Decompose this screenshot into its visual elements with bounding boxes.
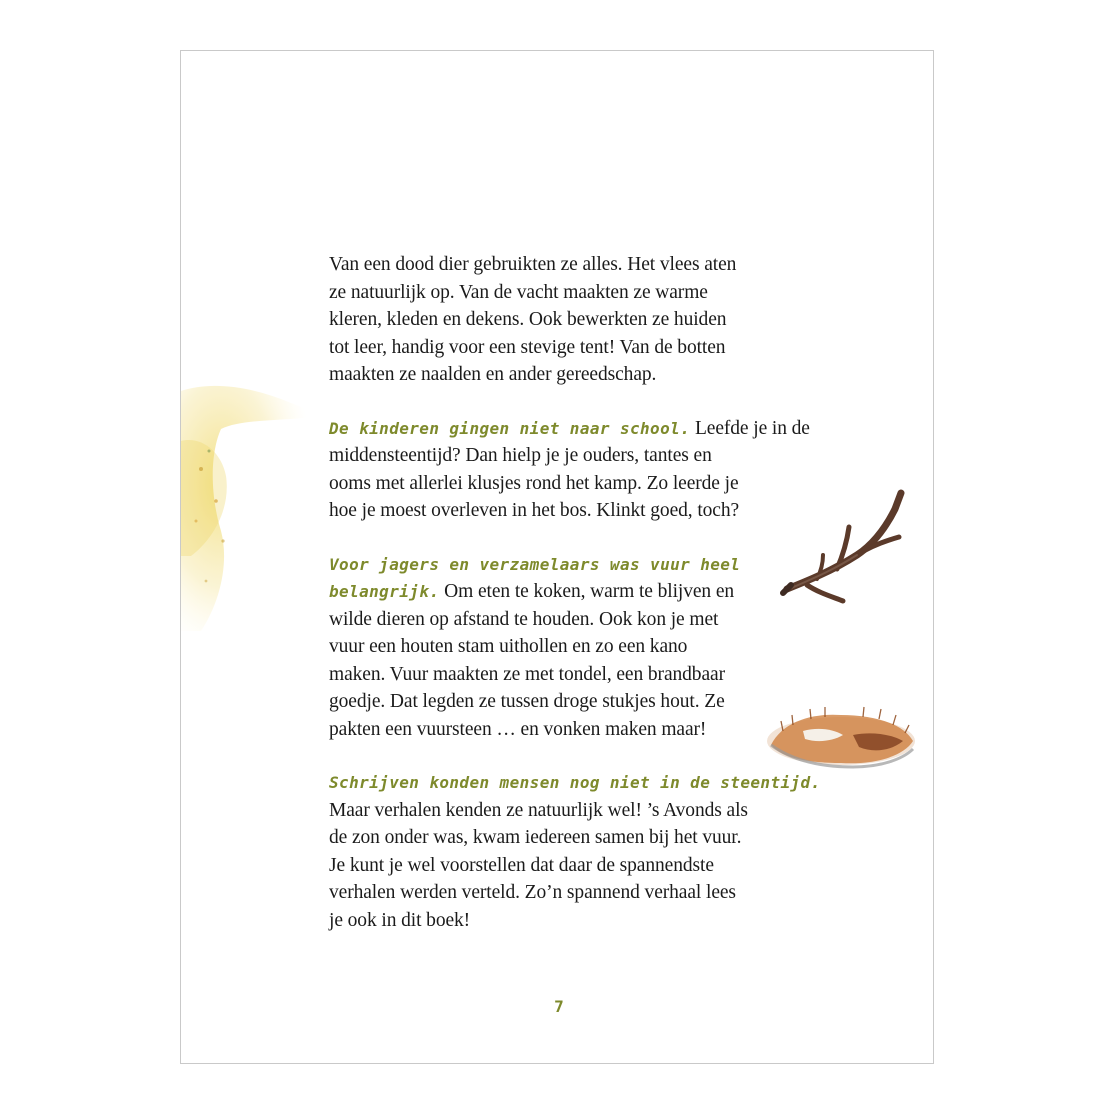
text-line: de zon onder was, kwam iedereen samen bij het vuur.: [329, 827, 742, 848]
paragraph-heading-continued: belangrijk.: [329, 582, 440, 601]
text-fragment: Om eten te koken, warm te blijven en: [439, 581, 735, 602]
text-line: tot leer, handig voor een stevige tent! Van de botten: [329, 336, 726, 358]
text-line: [329, 578, 789, 606]
text-line: wilde dieren op afstand te houden. Ook kon je met: [329, 608, 719, 630]
paragraph-2: [329, 415, 810, 525]
text-line: [329, 769, 821, 797]
text-line: Je kunt je wel voorstellen dat daar de spannendste: [329, 854, 714, 876]
text-line: ze natuurlijk op. Van de vacht maakten ze warme: [329, 281, 708, 303]
text-line: goedje. Dat legden ze tussen droge stukjes hout. Ze: [329, 691, 725, 712]
tinder-fungus-illustration: [763, 701, 918, 776]
text-line: hoe je moest overleven in het bos. Klinkt goed, toch?: [329, 500, 740, 521]
text-fragment: Leefde je in de: [690, 417, 810, 439]
text-line: kleren, kleden en dekens. Ook bewerkten ze huiden: [329, 309, 727, 330]
paragraph-heading: Schrijven konden mensen nog niet in de steentijd.: [329, 773, 821, 792]
watercolor-splash-illustration: [181, 381, 321, 631]
text-line: Van een dood dier gebruikten ze alles. Het vlees aten: [329, 254, 737, 275]
text-line: [329, 415, 810, 443]
paragraph-heading: De kinderen gingen niet naar school.: [329, 418, 691, 438]
text-line: [329, 551, 789, 579]
antler-illustration: [777, 489, 912, 614]
paragraph-4: [329, 769, 821, 934]
text-line: maakten ze naalden en ander gereedschap.: [329, 364, 657, 385]
paragraph-3: [329, 551, 789, 744]
text-line: vuur een houten stam uithollen en zo een kano: [329, 636, 688, 657]
text-line: verhalen werden verteld. Zo’n spannend verhaal lees: [329, 882, 736, 903]
text-line: middensteentijd? Dan hielp je je ouders, tantes en: [329, 445, 712, 466]
text-line: ooms met allerlei klusjes rond het kamp. Zo leerde je: [329, 472, 739, 494]
body-text: [329, 251, 821, 960]
paragraph-1: [329, 251, 789, 389]
text-line: maken. Vuur maakten ze met tondel, een brandbaar: [329, 663, 725, 685]
book-page: [180, 50, 934, 1064]
text-line: je ook in dit boek!: [329, 909, 471, 931]
text-line: Maar verhalen kenden ze natuurlijk wel! ’s Avonds als: [329, 799, 748, 821]
page-number: 7: [554, 997, 564, 1016]
text-line: pakten een vuursteen … en vonken maken maar!: [329, 718, 707, 740]
paragraph-heading: Voor jagers en verzamelaars was vuur heel: [329, 554, 741, 574]
